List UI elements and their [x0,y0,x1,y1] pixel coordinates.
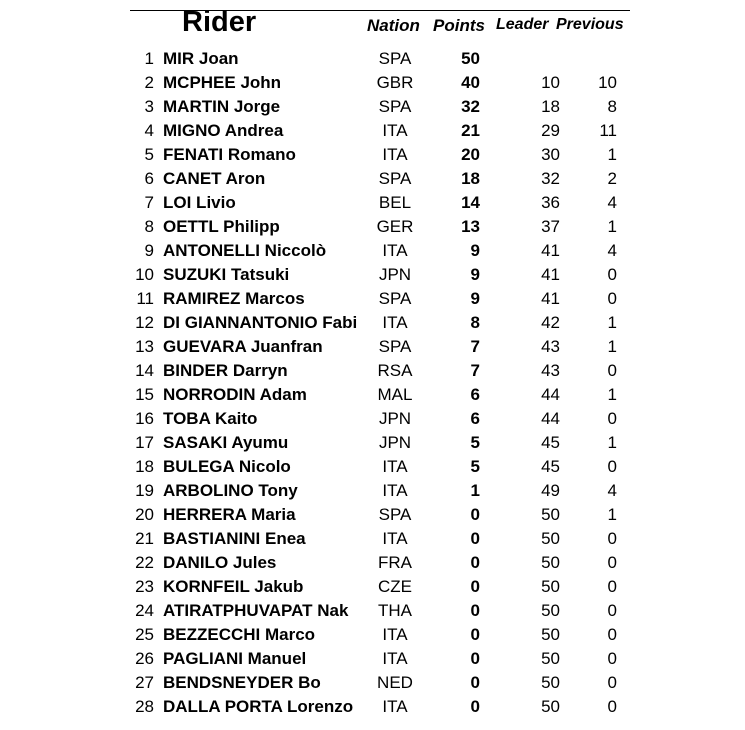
table-row [0,623,745,647]
position-cell: 26 [135,649,154,668]
points-cell: 6 [470,385,480,404]
previous-gap-cell: 1 [607,337,617,356]
rider-name-cell: BEZZECCHI Marco [163,625,316,644]
points-cell: 13 [461,217,480,236]
points-cell: 0 [470,673,480,692]
points-cell: 40 [461,73,480,92]
leader-gap-cell: 42 [541,313,560,332]
nation-cell: GER [376,217,414,236]
position-cell: 19 [135,481,154,500]
previous-gap-cell: 11 [599,121,617,140]
leader-gap-cell: 50 [541,697,560,716]
nation-cell: ITA [382,697,408,716]
table-row [0,551,745,575]
leader-gap-cell: 50 [541,625,560,644]
leader-gap-cell: 50 [541,673,560,692]
rider-name-cell: SASAKI Ayumu [163,433,289,452]
position-cell: 6 [144,169,154,188]
table-row [0,695,745,719]
points-cell: 9 [470,265,480,284]
table-row [0,575,745,599]
position-cell: 28 [135,697,154,716]
previous-gap-cell: 1 [607,505,617,524]
nation-cell: SPA [378,505,412,524]
rider-name-cell: BENDSNEYDER Bo [163,673,321,692]
position-cell: 27 [135,673,154,692]
position-cell: 10 [135,265,154,284]
position-cell: 13 [135,337,154,356]
position-cell: 12 [135,313,154,332]
points-cell: 0 [470,529,480,548]
previous-gap-cell: 0 [607,361,617,380]
nation-cell: ITA [382,481,408,500]
leader-gap-cell: 43 [541,361,560,380]
table-row [0,599,745,623]
table-row [0,143,745,167]
rider-name-cell: RAMIREZ Marcos [163,289,305,308]
points-cell: 0 [470,625,480,644]
points-cell: 0 [470,553,480,572]
previous-gap-cell: 1 [607,145,617,164]
table-row [0,503,745,527]
rider-name-cell: FENATI Romano [163,145,296,164]
leader-gap-cell: 50 [541,553,560,572]
nation-cell: ITA [382,457,408,476]
position-cell: 14 [135,361,154,380]
leader-gap-cell: 50 [541,577,560,596]
points-cell: 7 [470,361,480,380]
points-cell: 5 [470,433,480,452]
nation-cell: CZE [378,577,412,596]
points-cell: 9 [470,289,480,308]
leader-gap-cell: 44 [541,385,560,404]
rider-name-cell: BASTIANINI Enea [163,529,306,548]
leader-gap-cell: 50 [541,505,560,524]
leader-gap-cell: 18 [541,97,560,116]
rider-name-cell: MIGNO Andrea [163,121,284,140]
nation-cell: GBR [376,73,414,92]
previous-gap-cell: 1 [607,385,617,404]
rider-name-cell: DI GIANNANTONIO Fabi [163,313,358,332]
position-cell: 15 [135,385,154,404]
position-cell: 4 [144,121,154,140]
leader-gap-cell: 10 [541,73,560,92]
previous-gap-cell: 0 [607,265,617,284]
leader-gap-cell: 29 [541,121,560,140]
table-row [0,287,745,311]
nation-cell: NED [377,673,413,692]
leader-gap-cell: 45 [541,433,560,452]
rider-name-cell: MCPHEE John [163,73,282,92]
points-cell: 0 [470,505,480,524]
rider-name-cell: LOI Livio [163,193,236,212]
nation-cell: ITA [382,241,408,260]
position-cell: 22 [135,553,154,572]
position-cell: 24 [135,601,154,620]
leader-gap-cell: 32 [541,169,560,188]
rider-name-cell: ATIRATPHUVAPAT Nak [163,601,349,620]
points-cell: 7 [470,337,480,356]
previous-gap-cell: 2 [607,169,617,188]
position-cell: 2 [144,73,154,92]
previous-gap-cell: 10 [598,73,617,92]
nation-cell: JPN [378,265,412,284]
previous-gap-cell: 0 [607,553,617,572]
header-nation: Nation [367,16,420,35]
table-row [0,359,745,383]
rider-name-cell: NORRODIN Adam [163,385,307,404]
previous-gap-cell: 0 [607,697,617,716]
rider-name-cell: MARTIN Jorge [163,97,281,116]
table-row [0,479,745,503]
rider-name-cell: DALLA PORTA Lorenzo [163,697,354,716]
leader-gap-cell: 50 [541,529,560,548]
points-cell: 14 [461,193,480,212]
position-cell: 7 [144,193,154,212]
leader-gap-cell: 50 [541,649,560,668]
table-row [0,239,745,263]
position-cell: 5 [144,145,154,164]
position-cell: 20 [135,505,154,524]
header-previous: Previous [556,16,624,33]
previous-gap-cell: 1 [607,433,617,452]
nation-cell: THA [378,601,412,620]
leader-gap-cell: 50 [541,601,560,620]
previous-gap-cell: 0 [607,457,617,476]
nation-cell: SPA [378,97,412,116]
table-row [0,647,745,671]
previous-gap-cell: 0 [607,409,617,428]
table-row [0,215,745,239]
table-row [0,407,745,431]
nation-cell: ITA [382,529,408,548]
position-cell: 1 [144,49,154,68]
nation-cell: JPN [378,433,412,452]
rider-name-cell: PAGLIANI Manuel [163,649,307,668]
nation-cell: BEL [378,193,412,212]
points-cell: 32 [461,97,480,116]
previous-gap-cell: 0 [607,673,617,692]
leader-gap-cell: 37 [541,217,560,236]
leader-gap-cell: 41 [541,241,560,260]
header-points: Points [433,16,485,35]
nation-cell: ITA [382,649,408,668]
rider-name-cell: SUZUKI Tatsuki [163,265,290,284]
leader-gap-cell: 30 [541,145,560,164]
rider-name-cell: ARBOLINO Tony [163,481,298,500]
leader-gap-cell: 43 [541,337,560,356]
nation-cell: ITA [382,625,408,644]
points-cell: 0 [470,601,480,620]
previous-gap-cell: 4 [607,241,617,260]
rider-name-cell: DANILO Jules [163,553,277,572]
previous-gap-cell: 0 [607,649,617,668]
table-row [0,47,745,71]
leader-gap-cell: 49 [541,481,560,500]
leader-gap-cell: 45 [541,457,560,476]
nation-cell: SPA [378,169,412,188]
position-cell: 3 [144,97,154,116]
nation-cell: ITA [382,145,408,164]
leader-gap-cell: 36 [541,193,560,212]
position-cell: 18 [135,457,154,476]
position-cell: 17 [135,433,154,452]
nation-cell: SPA [378,49,412,68]
rider-name-cell: OETTL Philipp [163,217,280,236]
rider-name-cell: CANET Aron [163,169,266,188]
points-cell: 20 [461,145,480,164]
previous-gap-cell: 0 [607,289,617,308]
table-row [0,455,745,479]
points-cell: 1 [470,481,480,500]
position-cell: 8 [144,217,154,236]
header-leader: Leader [496,16,549,33]
table-row [0,527,745,551]
previous-gap-cell: 4 [607,481,617,500]
previous-gap-cell: 0 [607,529,617,548]
points-cell: 6 [470,409,480,428]
header-rider: Rider [182,6,257,38]
position-cell: 21 [135,529,154,548]
nation-cell: SPA [378,337,412,356]
rider-name-cell: TOBA Kaito [163,409,258,428]
nation-cell: SPA [378,289,412,308]
rider-name-cell: KORNFEIL Jakub [163,577,304,596]
rider-name-cell: GUEVARA Juanfran [163,337,323,356]
points-cell: 0 [470,697,480,716]
nation-cell: FRA [378,553,412,572]
table-row [0,191,745,215]
previous-gap-cell: 1 [607,217,617,236]
previous-gap-cell: 8 [607,97,617,116]
previous-gap-cell: 4 [607,193,617,212]
previous-gap-cell: 1 [607,313,617,332]
nation-cell: MAL [377,385,413,404]
position-cell: 9 [144,241,154,260]
previous-gap-cell: 0 [607,625,617,644]
position-cell: 23 [135,577,154,596]
points-cell: 9 [470,241,480,260]
leader-gap-cell: 41 [541,289,560,308]
rider-name-cell: BINDER Darryn [163,361,288,380]
table-row [0,431,745,455]
points-cell: 0 [470,649,480,668]
points-cell: 21 [461,121,480,140]
table-row [0,71,745,95]
previous-gap-cell: 0 [607,577,617,596]
nation-cell: ITA [382,121,408,140]
nation-cell: RSA [377,361,413,380]
position-cell: 25 [135,625,154,644]
rider-name-cell: BULEGA Nicolo [163,457,291,476]
nation-cell: ITA [382,313,408,332]
table-row [0,383,745,407]
table-row [0,335,745,359]
points-cell: 5 [470,457,480,476]
points-cell: 8 [470,313,480,332]
points-cell: 50 [461,49,480,68]
points-cell: 18 [461,169,480,188]
table-row [0,263,745,287]
table-row [0,311,745,335]
rider-name-cell: MIR Joan [163,49,239,68]
position-cell: 11 [136,289,154,308]
previous-gap-cell: 0 [607,601,617,620]
table-row [0,95,745,119]
table-row [0,671,745,695]
table-row [0,167,745,191]
leader-gap-cell: 41 [541,265,560,284]
rider-name-cell: ANTONELLI Niccolò [163,241,327,260]
position-cell: 16 [135,409,154,428]
points-cell: 0 [470,577,480,596]
leader-gap-cell: 44 [541,409,560,428]
rider-name-cell: HERRERA Maria [163,505,296,524]
table-row [0,119,745,143]
nation-cell: JPN [378,409,412,428]
